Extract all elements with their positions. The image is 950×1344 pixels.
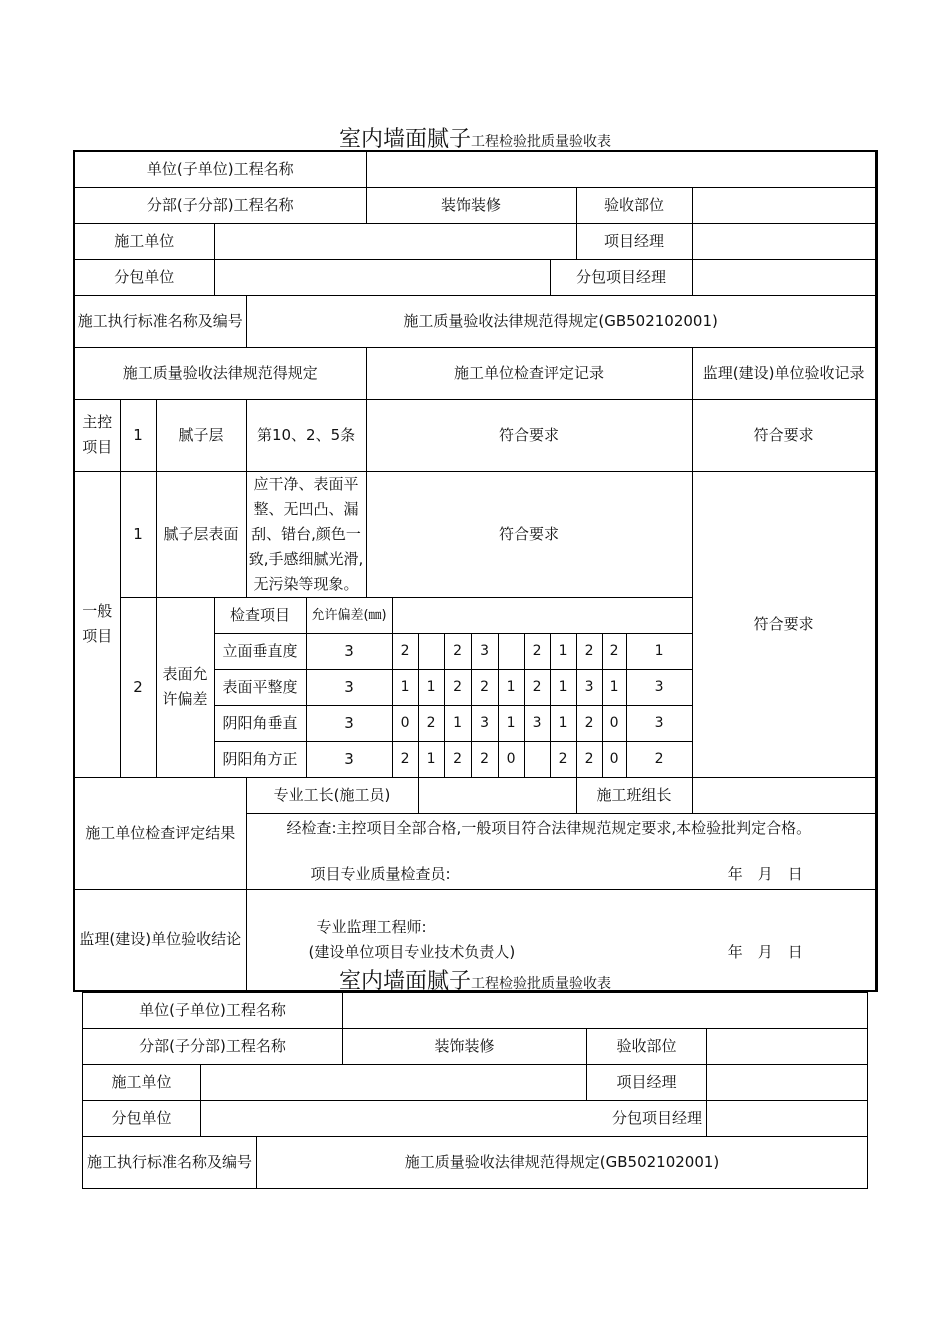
standard-value: 施工质量验收法律规范得规定(GB502102001) [257, 1137, 868, 1189]
construction-unit-field[interactable] [214, 223, 576, 259]
standard-label: 施工执行标准名称及编号 [83, 1137, 257, 1189]
sub-project-value[interactable]: 装饰装修 [366, 187, 576, 223]
deviation-value[interactable]: 3 [626, 669, 692, 705]
project-manager-field[interactable] [692, 223, 875, 259]
form2-row-sub-project [83, 1029, 868, 1065]
general-supervision-result[interactable]: 符合要求 [692, 471, 875, 777]
form1-row-subcontract [74, 259, 877, 295]
deviation-values-header [392, 597, 750, 633]
result-signature [246, 861, 875, 889]
form1-row-unit-project [74, 151, 877, 187]
deviation-value[interactable]: 1 [444, 705, 471, 741]
sub-project-label: 分部(子分部)工程名称 [83, 1029, 343, 1065]
deviation-value[interactable]: 0 [498, 741, 524, 777]
deviation-value[interactable]: 1 [498, 669, 524, 705]
unit-project-field[interactable] [343, 993, 868, 1029]
construction-unit-label: 施工单位 [74, 223, 214, 259]
general-item2-name: 表面允许偏差 [156, 597, 214, 777]
construction-unit-field[interactable] [201, 1065, 587, 1101]
deviation-value[interactable]: 2 [471, 669, 498, 705]
subcontract-unit-label: 分包单位 [74, 259, 214, 295]
team-leader-label: 施工班组长 [576, 777, 692, 813]
form2-row-standard [83, 1137, 868, 1189]
general-group-label: 一般项目 [74, 471, 120, 777]
supervision-owner: (建设单位项目专业技术负责人) [308, 942, 516, 961]
main-control-item: 腻子层 [156, 399, 246, 471]
foreman-label: 专业工长(施工员) [246, 777, 418, 813]
deviation-row-allowed: 3 [306, 741, 392, 777]
standard-label: 施工执行标准名称及编号 [74, 295, 246, 347]
deviation-value[interactable]: 3 [626, 705, 692, 741]
general-item1-row [74, 471, 877, 597]
deviation-value[interactable]: 1 [550, 669, 576, 705]
deviation-row-allowed: 3 [306, 669, 392, 705]
deviation-value[interactable]: 2 [602, 633, 626, 669]
deviation-value[interactable]: 1 [626, 633, 692, 669]
result-label: 施工单位检查评定结果 [74, 777, 246, 889]
deviation-value[interactable]: 1 [418, 741, 444, 777]
deviation-spare [875, 669, 877, 705]
standard-value: 施工质量验收法律规范得规定(GB502102001) [246, 295, 875, 347]
result-conclusion: 经检查:主控项目全部合格,一般项目符合法律规范规定要求,本检验批判定合格。 [246, 813, 875, 861]
form2-row-subcontract [83, 1101, 868, 1137]
sub-project-value[interactable]: 装饰装修 [343, 1029, 587, 1065]
construction-unit-label: 施工单位 [83, 1065, 201, 1101]
deviation-value[interactable]: 2 [626, 741, 692, 777]
deviation-value[interactable]: 2 [392, 633, 418, 669]
deviation-value[interactable]: 0 [392, 705, 418, 741]
subcontract-unit-field[interactable] [214, 259, 550, 295]
form2-title-suffix: 工程检验批质量验收表 [471, 976, 611, 992]
unit-project-label: 单位(子单位)工程名称 [74, 151, 366, 187]
form1-title [0, 122, 950, 153]
subcontract-unit-label: 分包单位 [83, 1101, 201, 1137]
deviation-value[interactable]: 1 [602, 669, 626, 705]
deviation-value[interactable]: 2 [444, 669, 471, 705]
deviation-value[interactable]: 1 [392, 669, 418, 705]
inspector-date: 年 月 日 [727, 865, 803, 884]
check-item-header: 检查项目 [214, 597, 306, 633]
accept-part-label: 验收部位 [576, 187, 692, 223]
deviation-value[interactable]: 3 [471, 705, 498, 741]
project-manager-field[interactable] [707, 1065, 868, 1101]
deviation-value[interactable]: 1 [550, 705, 576, 741]
form2-title [0, 964, 950, 995]
deviation-spare [875, 705, 877, 741]
supervision-date: 年 月 日 [727, 942, 803, 961]
unit-project-label: 单位(子单位)工程名称 [83, 993, 343, 1029]
deviation-row-name: 表面平整度 [214, 669, 306, 705]
subcontract-manager-field[interactable] [692, 259, 875, 295]
form1-row-standard [74, 295, 877, 347]
deviation-value[interactable]: 2 [392, 741, 418, 777]
general-item1-requirement: 应干净、表面平整、无凹凸、漏刮、错台,颜色一致,手感细腻光滑,无污染等现象。 [246, 471, 366, 597]
general-item1-no: 1 [120, 471, 156, 597]
deviation-value[interactable] [418, 633, 444, 669]
deviation-value[interactable]: 3 [524, 705, 550, 741]
unit-project-field[interactable] [366, 151, 875, 187]
deviation-value[interactable]: 2 [576, 705, 602, 741]
deviation-value[interactable]: 2 [524, 669, 550, 705]
inspector-label: 项目专业质量检查员: [310, 865, 451, 884]
supervision-record-header: 监理(建设)单位验收记录 [692, 347, 875, 399]
deviation-value[interactable]: 2 [550, 741, 576, 777]
main-control-clause: 第10、2、5条 [246, 399, 366, 471]
deviation-value[interactable]: 2 [418, 705, 444, 741]
deviation-value[interactable]: 2 [471, 741, 498, 777]
form1-row-construction-unit [74, 223, 877, 259]
deviation-value[interactable]: 1 [498, 705, 524, 741]
general-item1-check[interactable]: 符合要求 [366, 471, 692, 597]
main-control-no: 1 [120, 399, 156, 471]
form2-title-main: 室内墙面腻子 [338, 969, 471, 994]
project-manager-label: 项目经理 [576, 223, 692, 259]
deviation-value[interactable] [498, 633, 524, 669]
form1-row-sub-project [74, 187, 877, 223]
form1-title-main: 室内墙面腻子 [338, 127, 471, 152]
subcontract-unit-field[interactable] [201, 1101, 587, 1137]
deviation-value[interactable]: 0 [602, 705, 626, 741]
deviation-row-name: 阴阳角方正 [214, 741, 306, 777]
form2-row-construction-unit [83, 1065, 868, 1101]
subcontract-manager-label: 分包项目经理 [587, 1101, 707, 1137]
spec-header: 施工质量验收法律规范得规定 [74, 347, 366, 399]
form1-table [73, 150, 878, 992]
subcontract-manager-label: 分包项目经理 [550, 259, 692, 295]
accept-part-label: 验收部位 [587, 1029, 707, 1065]
deviation-value[interactable]: 3 [471, 633, 498, 669]
deviation-value[interactable]: 2 [524, 633, 550, 669]
general-item2-no: 2 [120, 597, 156, 777]
form2-row-unit-project [83, 993, 868, 1029]
supervision-engineer: 专业监理工程师: [316, 917, 427, 936]
form2-table [82, 992, 868, 1189]
check-record-header: 施工单位检查评定记录 [366, 347, 692, 399]
deviation-value[interactable]: 1 [418, 669, 444, 705]
general-item1-name: 腻子层表面 [156, 471, 246, 597]
accept-part-field[interactable] [707, 1029, 868, 1065]
main-control-row [74, 399, 877, 471]
form1-title-suffix: 工程检验批质量验收表 [471, 134, 611, 150]
main-control-supervision-result[interactable]: 符合要求 [692, 399, 875, 471]
deviation-value[interactable]: 3 [576, 669, 602, 705]
deviation-spare [875, 741, 877, 777]
deviation-value[interactable] [524, 741, 550, 777]
deviation-value[interactable]: 2 [576, 741, 602, 777]
deviation-value[interactable]: 2 [576, 633, 602, 669]
sub-project-label: 分部(子分部)工程名称 [74, 187, 366, 223]
accept-part-field[interactable] [692, 187, 875, 223]
deviation-value[interactable]: 2 [444, 633, 471, 669]
supervision-label: 监理(建设)单位验收结论 [74, 889, 246, 991]
deviation-value[interactable]: 1 [550, 633, 576, 669]
deviation-row-name: 立面垂直度 [214, 633, 306, 669]
project-manager-label: 项目经理 [587, 1065, 707, 1101]
team-leader-field[interactable] [692, 777, 875, 813]
deviation-value[interactable]: 0 [602, 741, 626, 777]
foreman-field[interactable] [418, 777, 576, 813]
main-control-group-label: 主控项目 [74, 399, 120, 471]
deviation-row-allowed: 3 [306, 633, 392, 669]
deviation-spare [875, 633, 877, 669]
form1-row-column-headers [74, 347, 877, 399]
deviation-row-allowed: 3 [306, 705, 392, 741]
main-control-check-result[interactable]: 符合要求 [366, 399, 692, 471]
deviation-row-name: 阴阳角垂直 [214, 705, 306, 741]
result-signers-row [74, 777, 877, 813]
subcontract-manager-field[interactable] [707, 1101, 868, 1137]
allowed-deviation-header: 允许偏差(㎜) [306, 597, 392, 633]
deviation-value[interactable]: 2 [444, 741, 471, 777]
